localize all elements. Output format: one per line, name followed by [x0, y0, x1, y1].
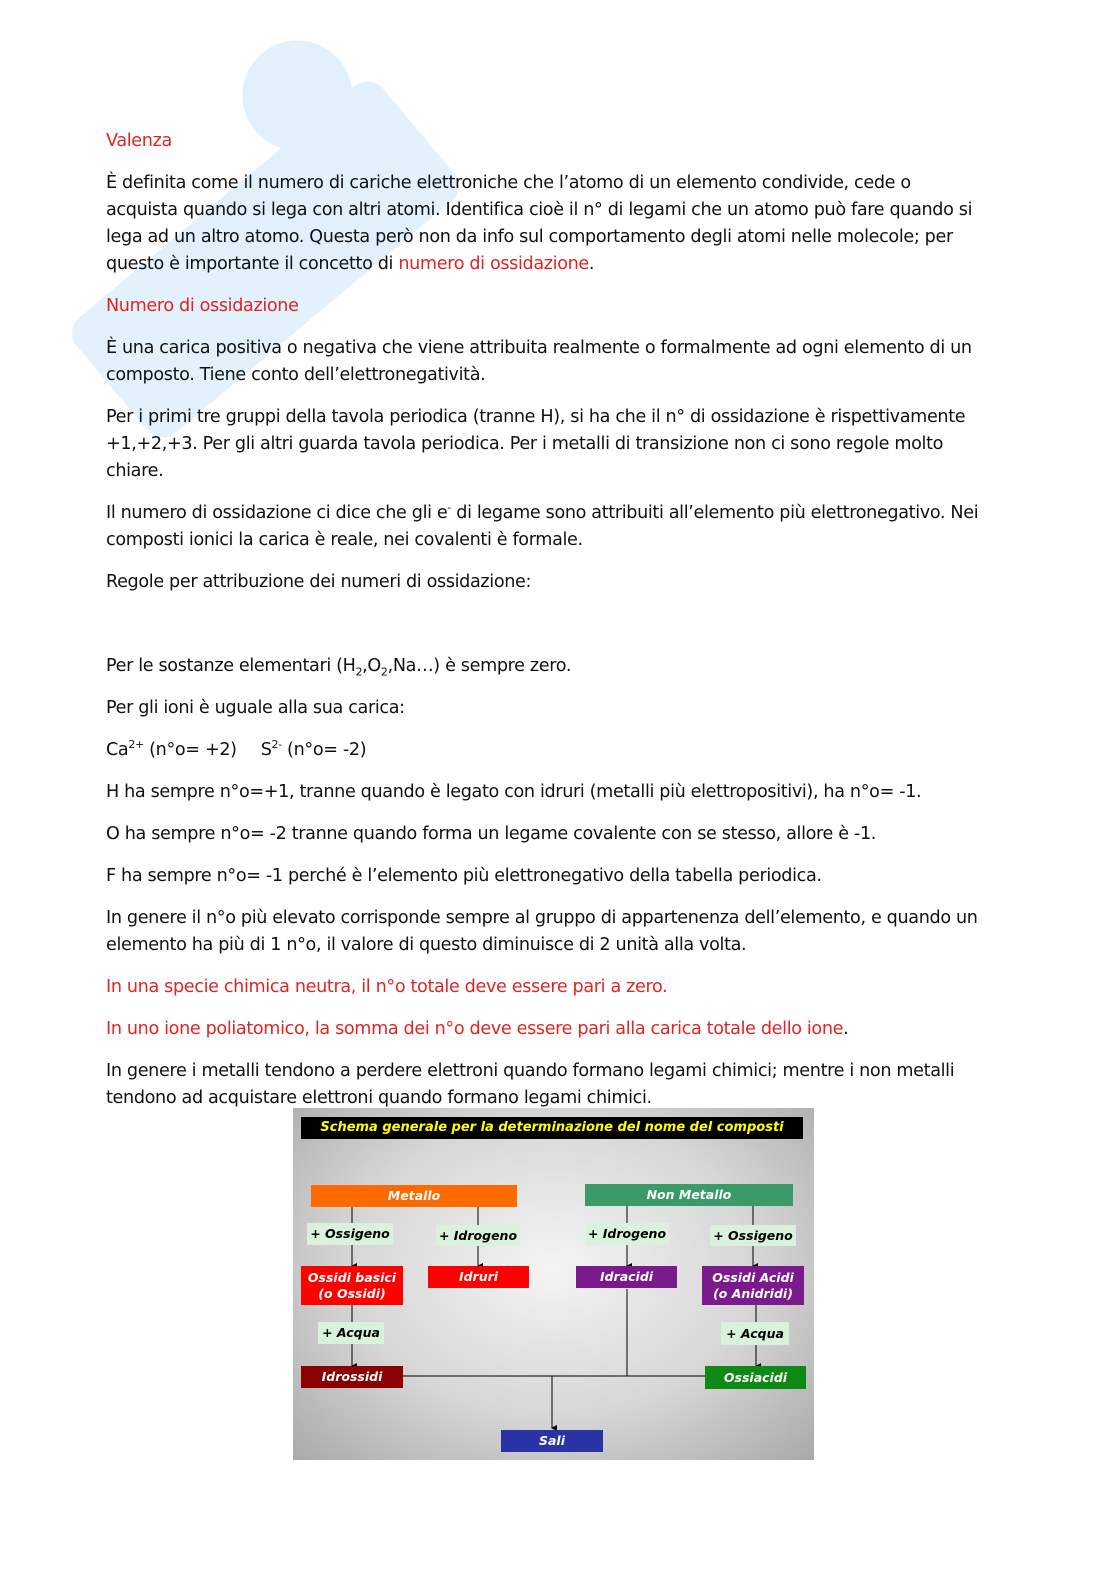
- label-idrogeno-left: + Idrogeno: [436, 1225, 520, 1246]
- paragraph-rules-intro: Regole per attribuzione dei numeri di ossidazione:: [106, 572, 532, 592]
- metallo-box: Metallo: [311, 1185, 517, 1207]
- rule-ions: Per gli ioni è uguale alla sua carica:: [106, 698, 405, 718]
- non-metallo-box: Non Metallo: [585, 1184, 793, 1206]
- heading-numero-ossidazione: Numero di ossidazione: [106, 296, 299, 316]
- heading-valenza: Valenza: [106, 131, 172, 151]
- paragraph-electronegative: Il numero di ossidazione ci dice che gli e- di legame sono attribuiti all’elemento più elettronegativo. Nei composti ionici la carica è reale, nei covalenti è formale.: [106, 501, 979, 550]
- ion-examples: $Ca^{2+}$ (n°o= +2) $S^{2-}$ (n°o= -2): [106, 738, 367, 760]
- paragraph-groups: Per i primi tre gruppi della tavola periodica (tranne H), si ha che il n° di ossidazione è rispettivamente +1,+2,+3. Per gli altri guarda tavola periodica. Per i metalli di transizione non ci sono regole molto chiare.: [106, 407, 966, 481]
- label-idrogeno-right: + Idrogeno: [585, 1223, 669, 1245]
- idracidi-box: Idracidi: [576, 1266, 677, 1288]
- ossidi-basici-box: Ossidi basici (o Ossidi): [301, 1266, 403, 1305]
- rule-elementary: Per le sostanze elementari $(H_2,O_2,Na\dots)$ è sempre zero.: [106, 656, 572, 679]
- label-ossigeno-right: + Ossigeno: [710, 1225, 796, 1246]
- rule-fluorine: F ha sempre n°o= -1 perché è l’elemento più elettronegativo della tabella periodica.: [106, 866, 822, 886]
- paragraph-definition: È una carica positiva o negativa che viene attribuita realmente o formalmente ad ogni elemento di un composto. Tiene conto dell’elettronegatività.: [106, 338, 972, 385]
- diagram-title: Schema generale per la determinazione del nome del composti: [301, 1117, 803, 1139]
- naming-scheme-diagram: [293, 1108, 814, 1460]
- rule-oxygen: O ha sempre n°o= -2 tranne quando forma un legame covalente con se stesso, allore è -1.: [106, 824, 877, 844]
- rule-group: In genere il n°o più elevato corrisponde sempre al gruppo di appartenenza dell’elemento, e quando un elemento ha più di 1 n°o, il valore di questo diminuisce di 2 unità alla volta.: [106, 908, 978, 955]
- link-numero-ossidazione: numero di ossidazione: [398, 254, 589, 274]
- ossiacidi-box: Ossiacidi: [705, 1366, 806, 1389]
- ossidi-acidi-box: Ossidi Acidi (o Anidridi): [702, 1266, 804, 1305]
- rule-polyatomic: In uno ione poliatomico, la somma dei n°o deve essere pari alla carica totale dello ione.: [106, 1019, 849, 1039]
- document-body: [106, 128, 986, 1127]
- idruri-box: Idruri: [428, 1266, 529, 1288]
- label-ossigeno-left: + Ossigeno: [307, 1223, 393, 1245]
- sali-box: Sali: [501, 1430, 603, 1452]
- label-acqua-right: + Acqua: [721, 1322, 789, 1345]
- paragraph-metals: In genere i metalli tendono a perdere elettroni quando formano legami chimici; mentre i non metalli tendono ad acquistare elettroni quando formano legami chimici.: [106, 1061, 955, 1108]
- rule-hydrogen: H ha sempre n°o=+1, tranne quando è legato con idruri (metalli più elettropositivi), ha n°o= -1.: [106, 782, 922, 802]
- paragraph-valenza: È definita come il numero di cariche elettroniche che l’atomo di un elemento condivide, cede o acquista quando si lega con altri atomi. Identifica cioè il n° di legami che un atomo può fare quando si lega ad un altro atomo. Questa però non da info sul comportamento degli atomi nelle molecole; per questo è importante il concetto di numero di ossidazione.: [106, 173, 973, 274]
- idrossidi-box: Idrossidi: [301, 1366, 403, 1388]
- rule-neutral: In una specie chimica neutra, il n°o totale deve essere pari a zero.: [106, 977, 668, 997]
- label-acqua-left: + Acqua: [318, 1322, 384, 1344]
